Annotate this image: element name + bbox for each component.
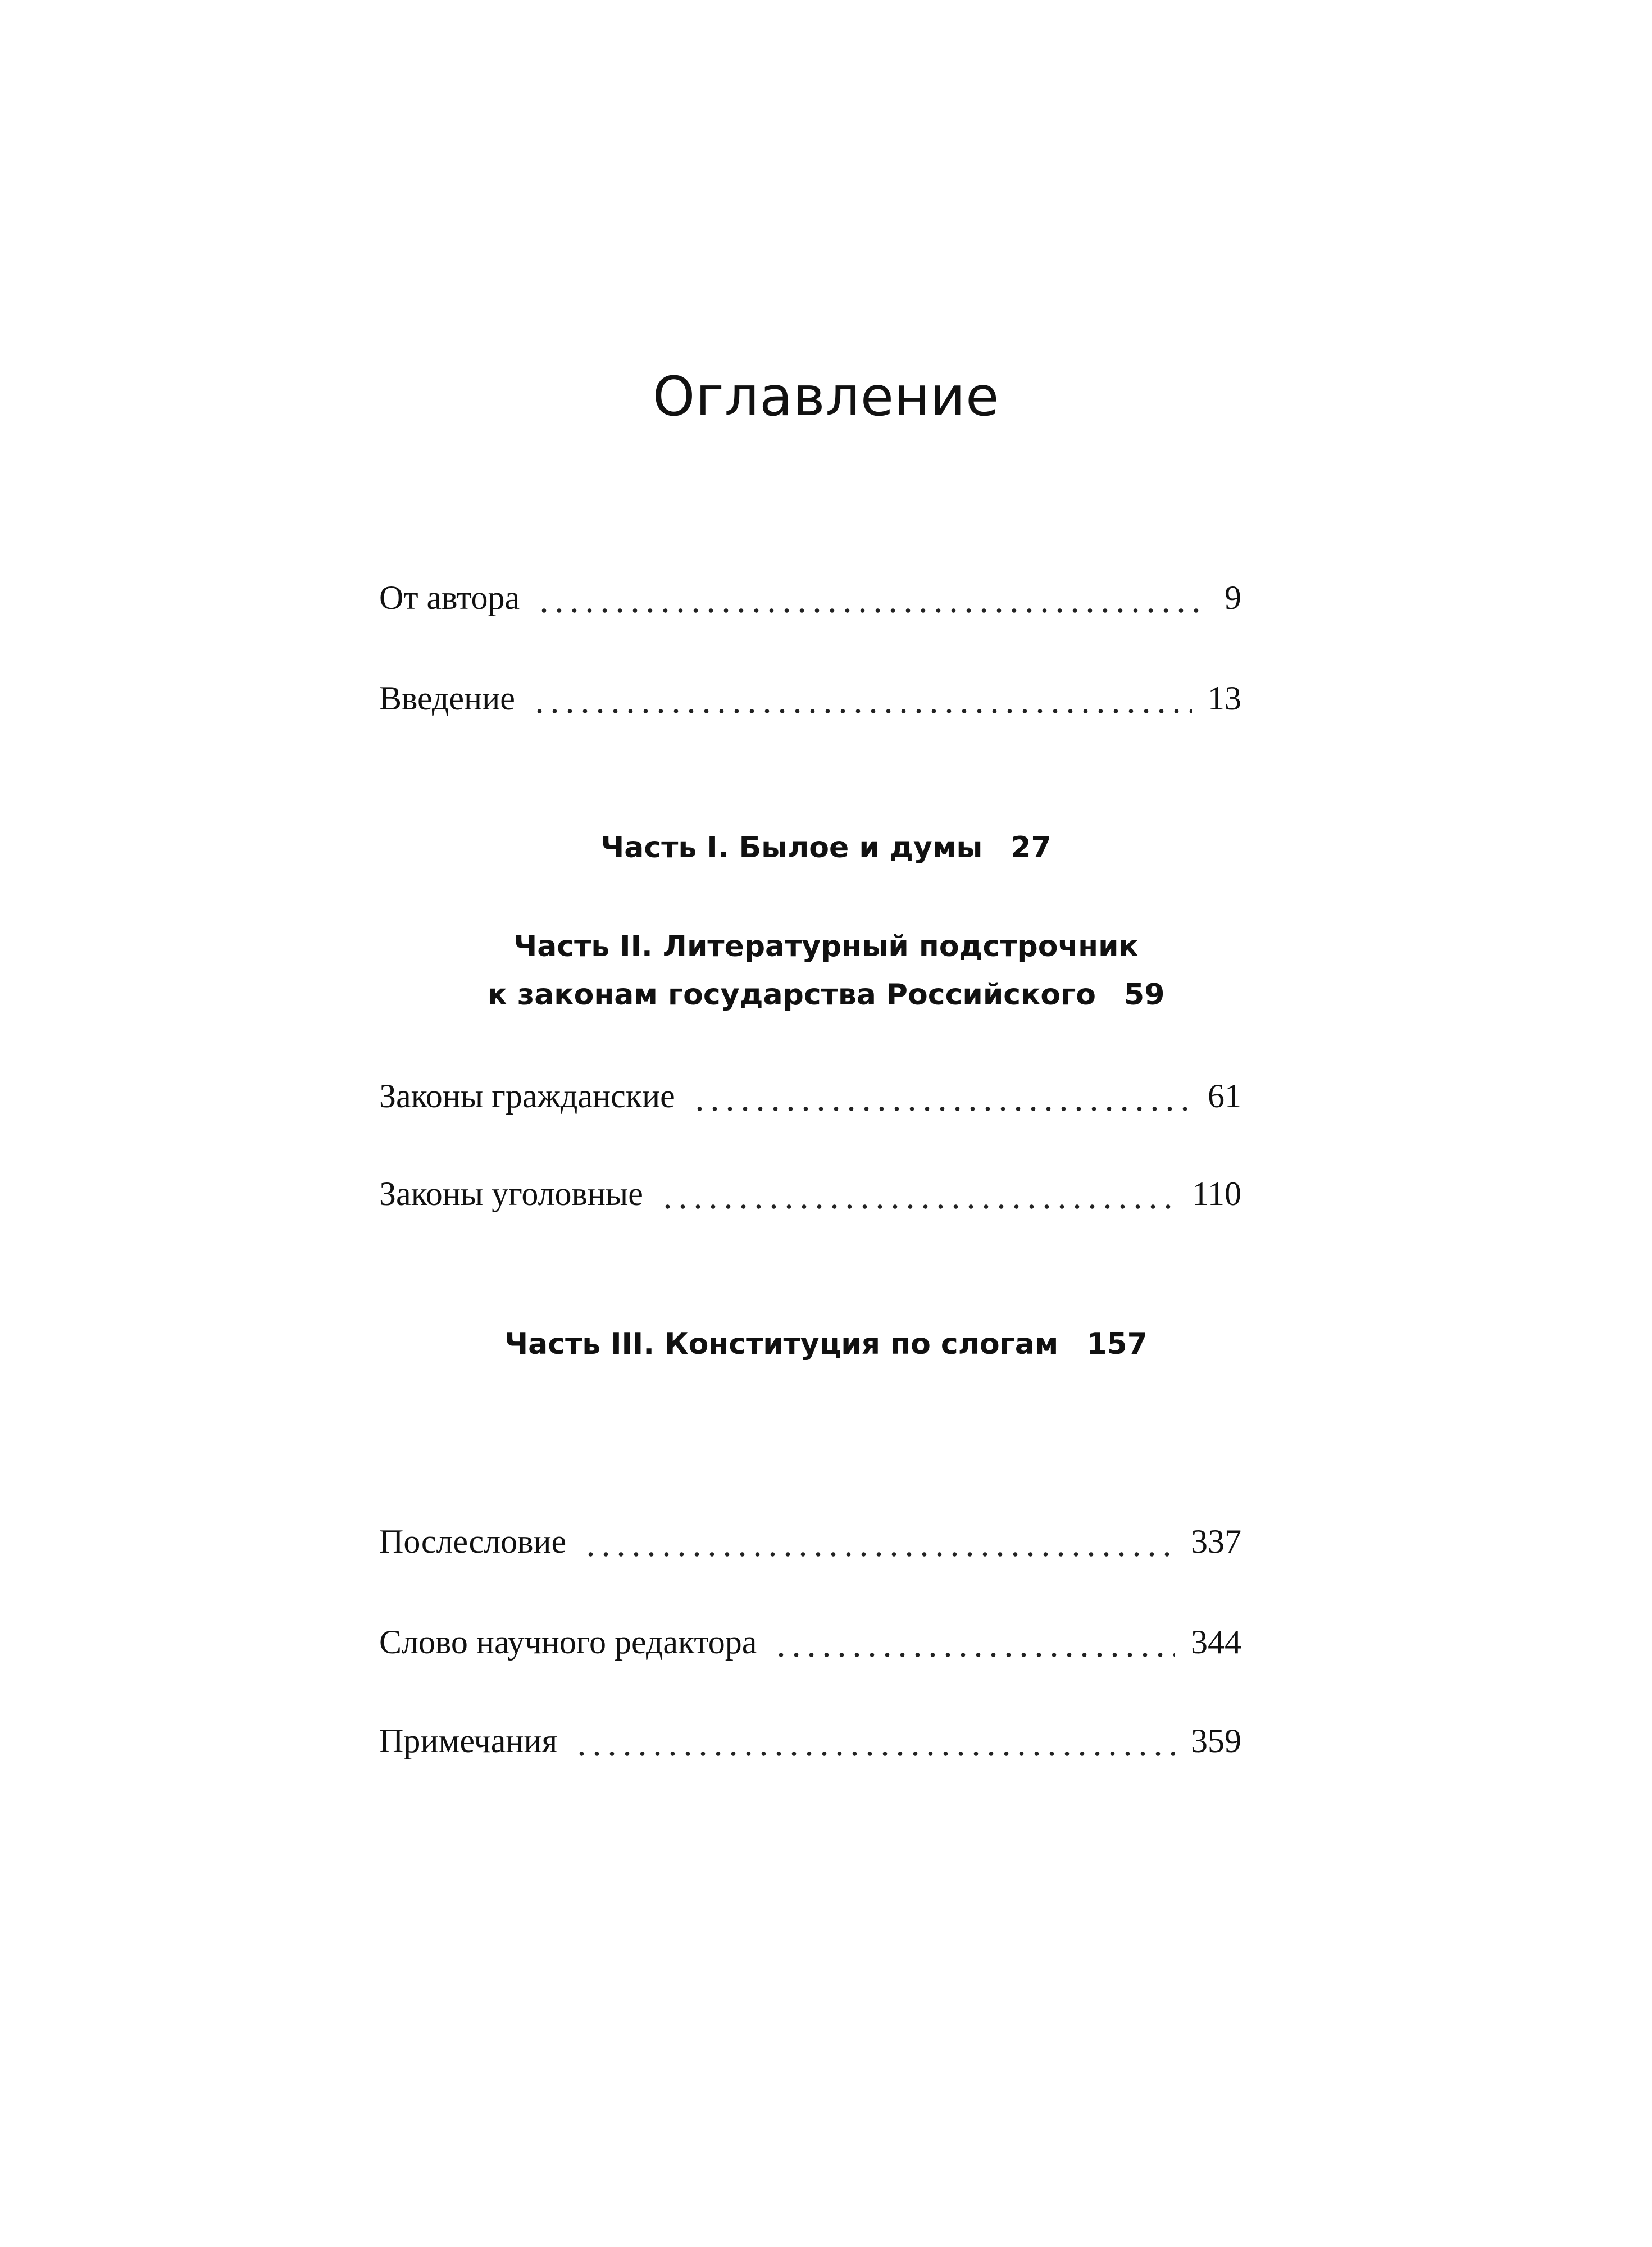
toc-entry[interactable]	[379, 676, 1241, 721]
toc-entry-page: 359	[1191, 1722, 1241, 1759]
part-title: Часть I. Былое и думы	[600, 831, 983, 865]
toc-entry[interactable]	[379, 1074, 1241, 1118]
page-title: Оглавление	[652, 365, 1000, 428]
part-page: 27	[1011, 831, 1052, 865]
toc-entry-label: Послесловие	[379, 1523, 567, 1560]
toc-entry-page: 344	[1191, 1623, 1241, 1661]
dot-leader	[574, 1718, 1175, 1763]
dot-leader	[583, 1519, 1175, 1564]
toc-entry-label: Примечания	[379, 1722, 558, 1759]
part-title: Часть III. Конституция по слогам	[504, 1327, 1059, 1361]
toc-entry-page: 61	[1208, 1077, 1241, 1115]
toc-entry[interactable]	[379, 1171, 1241, 1216]
dot-leader	[660, 1171, 1176, 1216]
toc-entry[interactable]	[379, 575, 1241, 620]
dot-leader	[532, 676, 1192, 721]
toc-entry-page: 13	[1208, 680, 1241, 717]
part-page: 157	[1086, 1327, 1148, 1361]
toc-entry-label: От автора	[379, 579, 520, 616]
dot-leader	[536, 575, 1209, 620]
toc-entry-label: Введение	[379, 680, 515, 717]
part-title-line-1: Часть II. Литературный подстрочник	[513, 930, 1139, 963]
toc-part-heading[interactable]	[0, 824, 1652, 872]
part-title-line-2: к законам государства Российского	[487, 978, 1096, 1012]
toc-entry-page: 337	[1191, 1523, 1241, 1560]
toc-part-heading[interactable]	[0, 1320, 1652, 1368]
toc-entry-label: Законы гражданские	[379, 1077, 675, 1115]
toc-entry[interactable]	[379, 1620, 1241, 1664]
toc-entry[interactable]	[379, 1718, 1241, 1763]
dot-leader	[773, 1620, 1175, 1664]
toc-part-heading[interactable]	[0, 922, 1652, 1019]
toc-entry[interactable]	[379, 1519, 1241, 1564]
toc-entry-label: Законы уголовные	[379, 1175, 643, 1212]
dot-leader	[692, 1074, 1192, 1118]
part-page: 59	[1124, 978, 1165, 1012]
toc-entry-page: 9	[1225, 579, 1241, 616]
toc-entry-label: Слово научного редактора	[379, 1623, 757, 1661]
toc-entry-page: 110	[1192, 1175, 1241, 1212]
